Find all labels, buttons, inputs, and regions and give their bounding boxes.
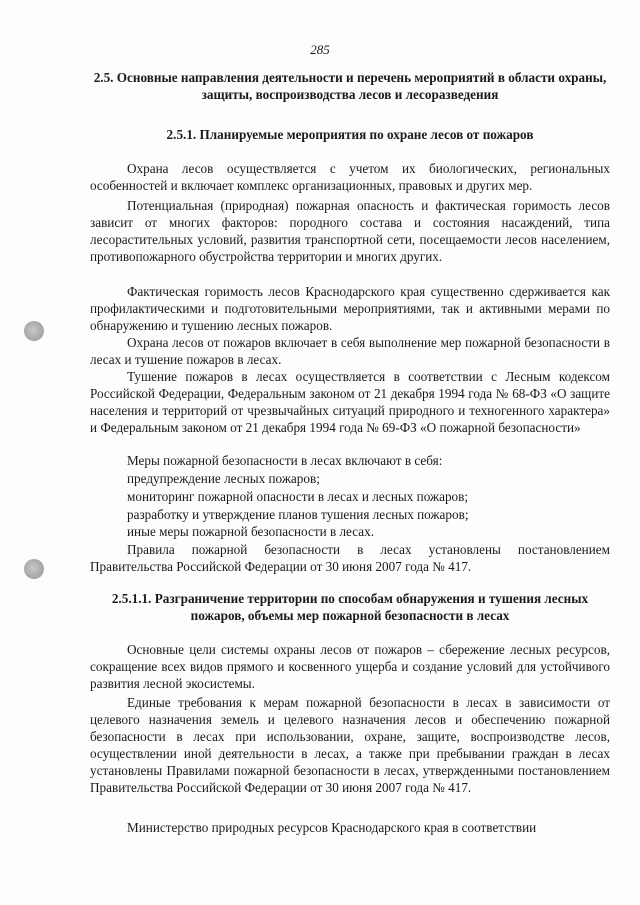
paragraph-3: Фактическая горимость лесов Краснодарского края существенно сдерживается как профилактическими и подготовительными мероприятиями, так и активными мерами по обнаружению и тушению лесных пожаров.	[90, 284, 610, 333]
paragraph-4: Охрана лесов от пожаров включает в себя выполнение мер пожарной безопасности в лесах и тушение пожаров в лесах.	[90, 335, 610, 367]
paragraph-5: Тушение пожаров в лесах осуществляется в соответствии с Лесным кодексом Российской Федерации, Федеральным законом от 21 декабря 1994 года № 68-ФЗ «О защите населения и территорий от чрезвычайных ситуаций природного и техногенного характера» и Федеральным законом от 21 декабря 1994 года № 69-ФЗ «О пожарной безопасности»	[90, 369, 610, 435]
list-item: мониторинг пожарной опасности в лесах и лесных пожаров;	[127, 489, 469, 504]
subsection-heading: 2.5.1. Планируемые мероприятия по охране лесов от пожаров	[166, 127, 534, 142]
paragraph-9: Министерство природных ресурсов Краснодарского края в соответствии	[127, 820, 537, 835]
list-item: разработку и утверждение планов тушения лесных пожаров;	[127, 507, 469, 522]
subsubsection-heading: 2.5.1.1. Разграничение территории по способам обнаружения и тушения лесных пожаров, объемы мер пожарной безопасности в лесах	[111, 591, 589, 623]
binder-hole-icon	[24, 321, 44, 341]
paragraph-6: Правила пожарной безопасности в лесах установлены постановлением Правительства Российской Федерации от 30 июня 2007 года № 417.	[90, 542, 610, 574]
list-item: предупреждение лесных пожаров;	[127, 471, 320, 486]
binder-hole-icon	[24, 559, 44, 579]
paragraph-1: Охрана лесов осуществляется с учетом их биологических, региональных особенностей и включает комплекс организационных, правовых и других мер.	[90, 161, 610, 193]
page-number: 285	[310, 42, 330, 57]
paragraph-8: Единые требования к мерам пожарной безопасности в лесах в зависимости от целевого назначения земель и целевого назначения лесов и обеспечению пожарной безопасности в лесах при использовании, охране, защите, воспроизводстве лесов, осуществлении иной деятельности в лесах, а также при пребывании граждан в лесах установлены Правилами пожарной безопасности в лесах, утвержденными постановлением Правительства Российской Федерации от 30 июня 2007 года № 417.	[90, 695, 610, 795]
list-item: иные меры пожарной безопасности в лесах.	[127, 524, 374, 539]
paragraph-2: Потенциальная (природная) пожарная опасность и фактическая горимость лесов зависит от многих факторов: породного состава и состояния насаждений, типа лесорастительных условий, развития транспортной сети, посещаемости лесов населением, противопожарного обустройства территории и многих других.	[90, 198, 610, 264]
paragraph-7: Основные цели системы охраны лесов от пожаров – сбережение лесных ресурсов, сокращение всех видов прямого и косвенного ущерба и создание условий для устойчивого развития лесной экосистемы.	[90, 642, 610, 691]
section-heading: 2.5. Основные направления деятельности и перечень мероприятий в области охраны, защиты, воспроизводства лесов и лесоразведения	[93, 70, 607, 102]
list-intro: Меры пожарной безопасности в лесах включают в себя:	[127, 453, 443, 468]
